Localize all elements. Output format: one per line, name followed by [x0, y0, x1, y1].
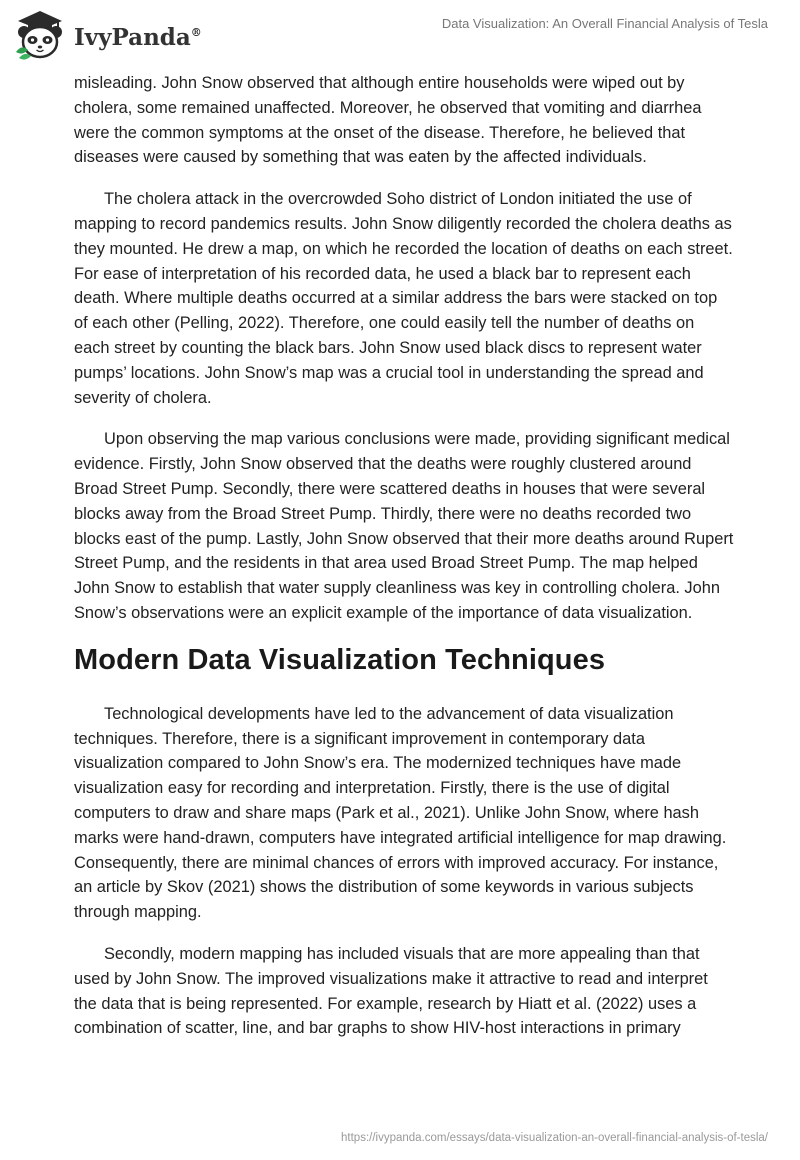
paragraph: Technological developments have led to the advancement of data visualization techniques. Therefore, there is a significant improvement in contemporary data visualization compared to John Snow’s era. The modernized techniques have made visualization easy for recording and interpretation. Firstly, there is the use of digital computers to draw and share maps (Park et al., 2021). Unlike John Snow, where hash marks were hand-drawn, computers have integrated artificial intelligence for map drawing. Consequently, there are minimal chances of errors with improved accuracy. For instance, an article by Skov (2021) shows the distribution of some keywords in various subjects through mapping.	[74, 704, 727, 922]
paragraph: The cholera attack in the overcrowded Soho district of London initiated the use of mapping to record pandemics results. John Snow diligently recorded the cholera deaths as they mounted. He drew a map, on which he recorded the location of deaths on each street. For ease of interpretation of his recorded data, he used a black bar to represent each death. Where multiple deaths occurred at a similar address the bars were stacked on top of each other (Pelling, 2022). Therefore, one could easily tell the number of deaths on each street by counting the black bars. John Snow used black discs to represent water pumps’ locations. John Snow’s map was a crucial tool in understanding the spread and severity of cholera.	[74, 190, 733, 407]
paragraph: Upon observing the map various conclusions were made, providing significant medical evidence. Firstly, John Snow observed that the deaths were roughly clustered around Broad Street Pump. Secondly, there were scattered deaths in houses that were several blocks away from the Broad Street Pump. Thirdly, there were no deaths recorded two blocks east of the pump. Lastly, John Snow observed that their more deaths around Rupert Street Pump, and the residents in that area used Broad Street Pump. The map helped John Snow to establish that water supply cleanliness was key in controlling cholera. John Snow’s observations were an explicit example of the importance of data visualization.	[74, 430, 734, 622]
essay-body	[74, 71, 734, 1058]
brand-name	[74, 24, 202, 51]
brand-name-text: IvyPanda	[74, 23, 191, 51]
brand-logo[interactable]	[12, 8, 202, 62]
page-header	[0, 0, 800, 70]
registered-mark: ®	[190, 25, 202, 39]
panda-graduate-logo-icon	[12, 8, 68, 62]
section-heading: Modern Data Visualization Techniques	[74, 643, 606, 676]
footer-source-url[interactable]: https://ivypanda.com/essays/data-visualization-an-overall-financial-analysis-of-tesla/	[341, 1132, 768, 1144]
paragraph: Secondly, modern mapping has included visuals that are more appealing than that used by John Snow. The improved visualizations make it attractive to read and interpret the data that is being represented. For example, research by Hiatt et al. (2022) uses a combination of scatter, line, and bar graphs to show HIV-host interactions in primary	[74, 944, 708, 1038]
paragraph: misleading. John Snow observed that although entire households were wiped out by cholera, some remained unaffected. Moreover, he observed that vomiting and diarrhea were the common symptoms at the onset of the disease. Therefore, he believed that diseases were caused by something that was eaten by the affected individuals.	[74, 74, 702, 167]
document-title: Data Visualization: An Overall Financial Analysis of Tesla	[441, 16, 768, 31]
